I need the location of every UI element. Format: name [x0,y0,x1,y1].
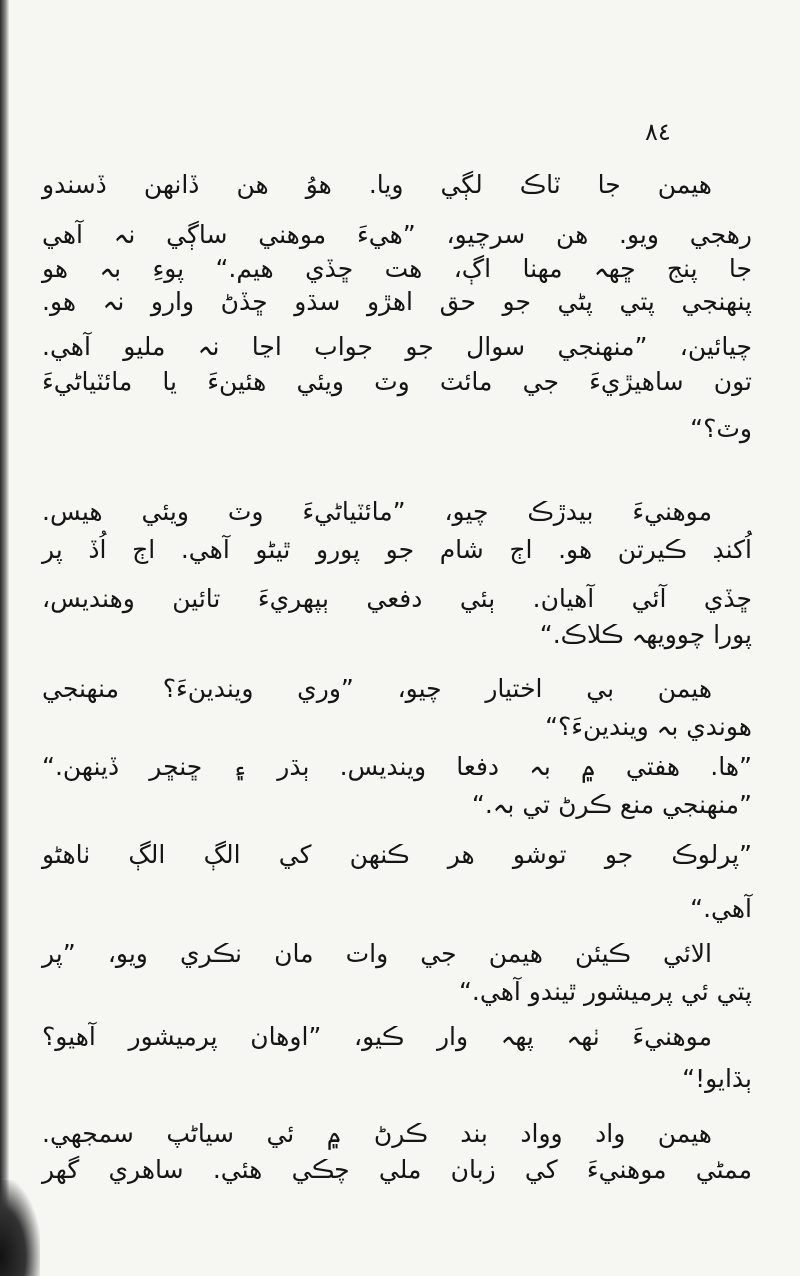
text-line: ڇڏي آئي آهيان. ٻئي دفعي ٻپهريءَ تائين وهنديس، [42,584,752,613]
text-line: ”منهنجي منع ڪرڻ تي بہ.“ [471,790,752,819]
text-line: اُکنڊ ڪيرتن هو. اڄ شام جو پورو ٿيڻو آهي. اڄ اُڏ پر [42,535,752,564]
text-line: رهجي ويو. هن سرچيو، ”هيءَ موهني ساڳي نہ آهي [42,220,752,249]
text-line: پتي ئي پرميشور ٿيندو آهي.“ [458,977,752,1006]
text-line: ممڻي موهنيءَ کي زبان ملي چڪي هئي. ساهري گهر [42,1155,752,1184]
text-line: جا پنج ڇهہ مهنا اڳ، هت ڇڏي هيم.“ پوءِ بہ هو [42,254,752,283]
text-line: هيمن واد وواد بند ڪرڻ ۾ ئي سياڻپ سمجهي. [42,1119,712,1148]
page-number: ٨٤ [645,118,671,146]
text-line: هوندي بہ ويندينءَ؟“ [545,712,752,741]
text-line: پنهنجي پتي پڻي جو حق اهڙو سڌو ڇڏڻ وارو نہ هو. [42,287,752,316]
text-line: هيمن بي اختيار چيو، ”وري ويندينءَ؟ منهنجي [42,674,712,703]
text-line: تون ساهيڙيءَ جي مائٽ وٽ ويئي هئينءَ يا مائٽياڻيءَ [42,367,752,396]
text-line: موهنيءَ ٺهہ پهہ وار ڪيو، ”اوهان پرميشور آهيو؟ [42,1022,712,1051]
text-line: آهي.“ [690,894,752,923]
text-line: چيائين، ”منهنجي سوال جو جواب اڃا نہ مليو آهي. [42,332,752,361]
text-line: ”ها. هفتي ۾ بہ دفعا وينديس. ٻڌر ۽ ڇنڇر ڏينهن.“ [42,752,752,781]
text-line: وٽ؟“ [690,414,752,443]
text-line: موهنيءَ بيدڙڪ چيو، ”مائٽياڻيءَ وٽ ويئي هيس. [42,497,712,526]
text-line: هيمن جا ٽاڪ لڳي ويا. هوُ هن ڏانهن ڏسندو [42,170,712,199]
book-binding-edge [0,0,9,1276]
text-line: ٻڌايو!“ [682,1064,752,1093]
text-line: الائي ڪيئن هيمن جي وات مان نڪري ويو، ”پر [42,939,712,968]
scan-shadow [0,1180,40,1276]
text-line: پورا چوويهہ ڪلاڪ.“ [539,620,752,649]
text-line: ”پرلوڪ جو توشو هر ڪنهن کي الڳ الڳ ٺاهڻو [42,840,752,869]
